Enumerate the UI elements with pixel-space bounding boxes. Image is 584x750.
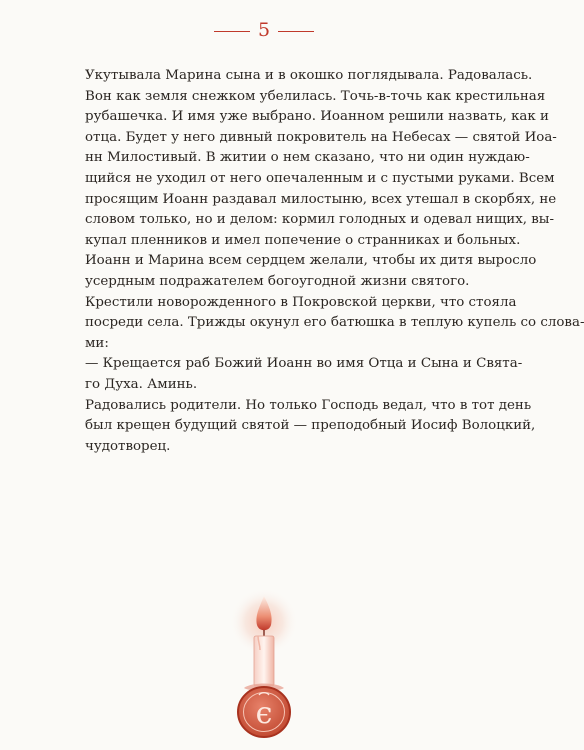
text-line: го Духа. Аминь. — [85, 376, 198, 392]
text-line: — Крещается раб Божий Иоанн во имя Отца и Сына и Свята- — [85, 356, 523, 372]
text-line: Крестили новорожденного в Покровской церкви, что стояла — [85, 294, 517, 310]
page-header — [0, 18, 524, 42]
paragraph-4 — [68, 354, 523, 395]
text-line: Вон как земля снежком убелилась. Точь-в-точь как крестильная — [85, 88, 546, 104]
text-line: отца. Будет у него дивный покровитель на Небесах — святой Иоа- — [85, 129, 557, 145]
paragraph-5 — [68, 396, 536, 458]
text-line: Укутывала Марина сына и в окошко поглядывала. Радовалась. — [85, 68, 533, 83]
paragraph-2 — [68, 251, 537, 292]
text-line: купал пленников и имел попечение о странниках и больных. — [85, 232, 521, 248]
text-line: словом только, но и делом: кормил голодных и одевал нищих, вы- — [85, 212, 554, 228]
text-line: Иоанн и Марина всем сердцем желали, чтобы их дитя выросло — [85, 253, 537, 269]
text-line: Радовались родители. Но только Господь ведал, что в тот день — [85, 397, 532, 413]
text-line: посреди села. Трижды окунул его батюшка в теплую купель со слова- — [85, 315, 584, 331]
medallion-letter: є — [255, 696, 273, 731]
body-text — [68, 66, 584, 457]
candle-illustration — [226, 584, 302, 740]
paragraph-1 — [68, 66, 557, 251]
text-line: ми: — [85, 335, 109, 351]
text-line: чудотворец. — [85, 438, 171, 454]
candle-stick — [254, 636, 274, 686]
text-line: рубашечка. И имя уже выбрано. Иоанном решили назвать, как и — [85, 109, 549, 125]
text-line: щийся не уходил от него опечаленным и с пустыми руками. Всем — [85, 170, 555, 186]
paragraph-3 — [68, 293, 584, 355]
text-line: нн Милостивый. В житии о нем сказано, что ни один нуждаю- — [85, 150, 530, 166]
text-line: был крещен будущий святой — преподобный Иосиф Волоцкий, — [85, 418, 536, 434]
header-rule-right — [278, 31, 314, 32]
text-line: просящим Иоанн раздавал милостыню, всех утешал в скорбях, не — [85, 191, 557, 207]
text-line: усердным подражателем богоугодной жизни святого. — [85, 273, 470, 289]
header-rule-left — [214, 31, 250, 32]
page-number: 5 — [257, 19, 271, 41]
